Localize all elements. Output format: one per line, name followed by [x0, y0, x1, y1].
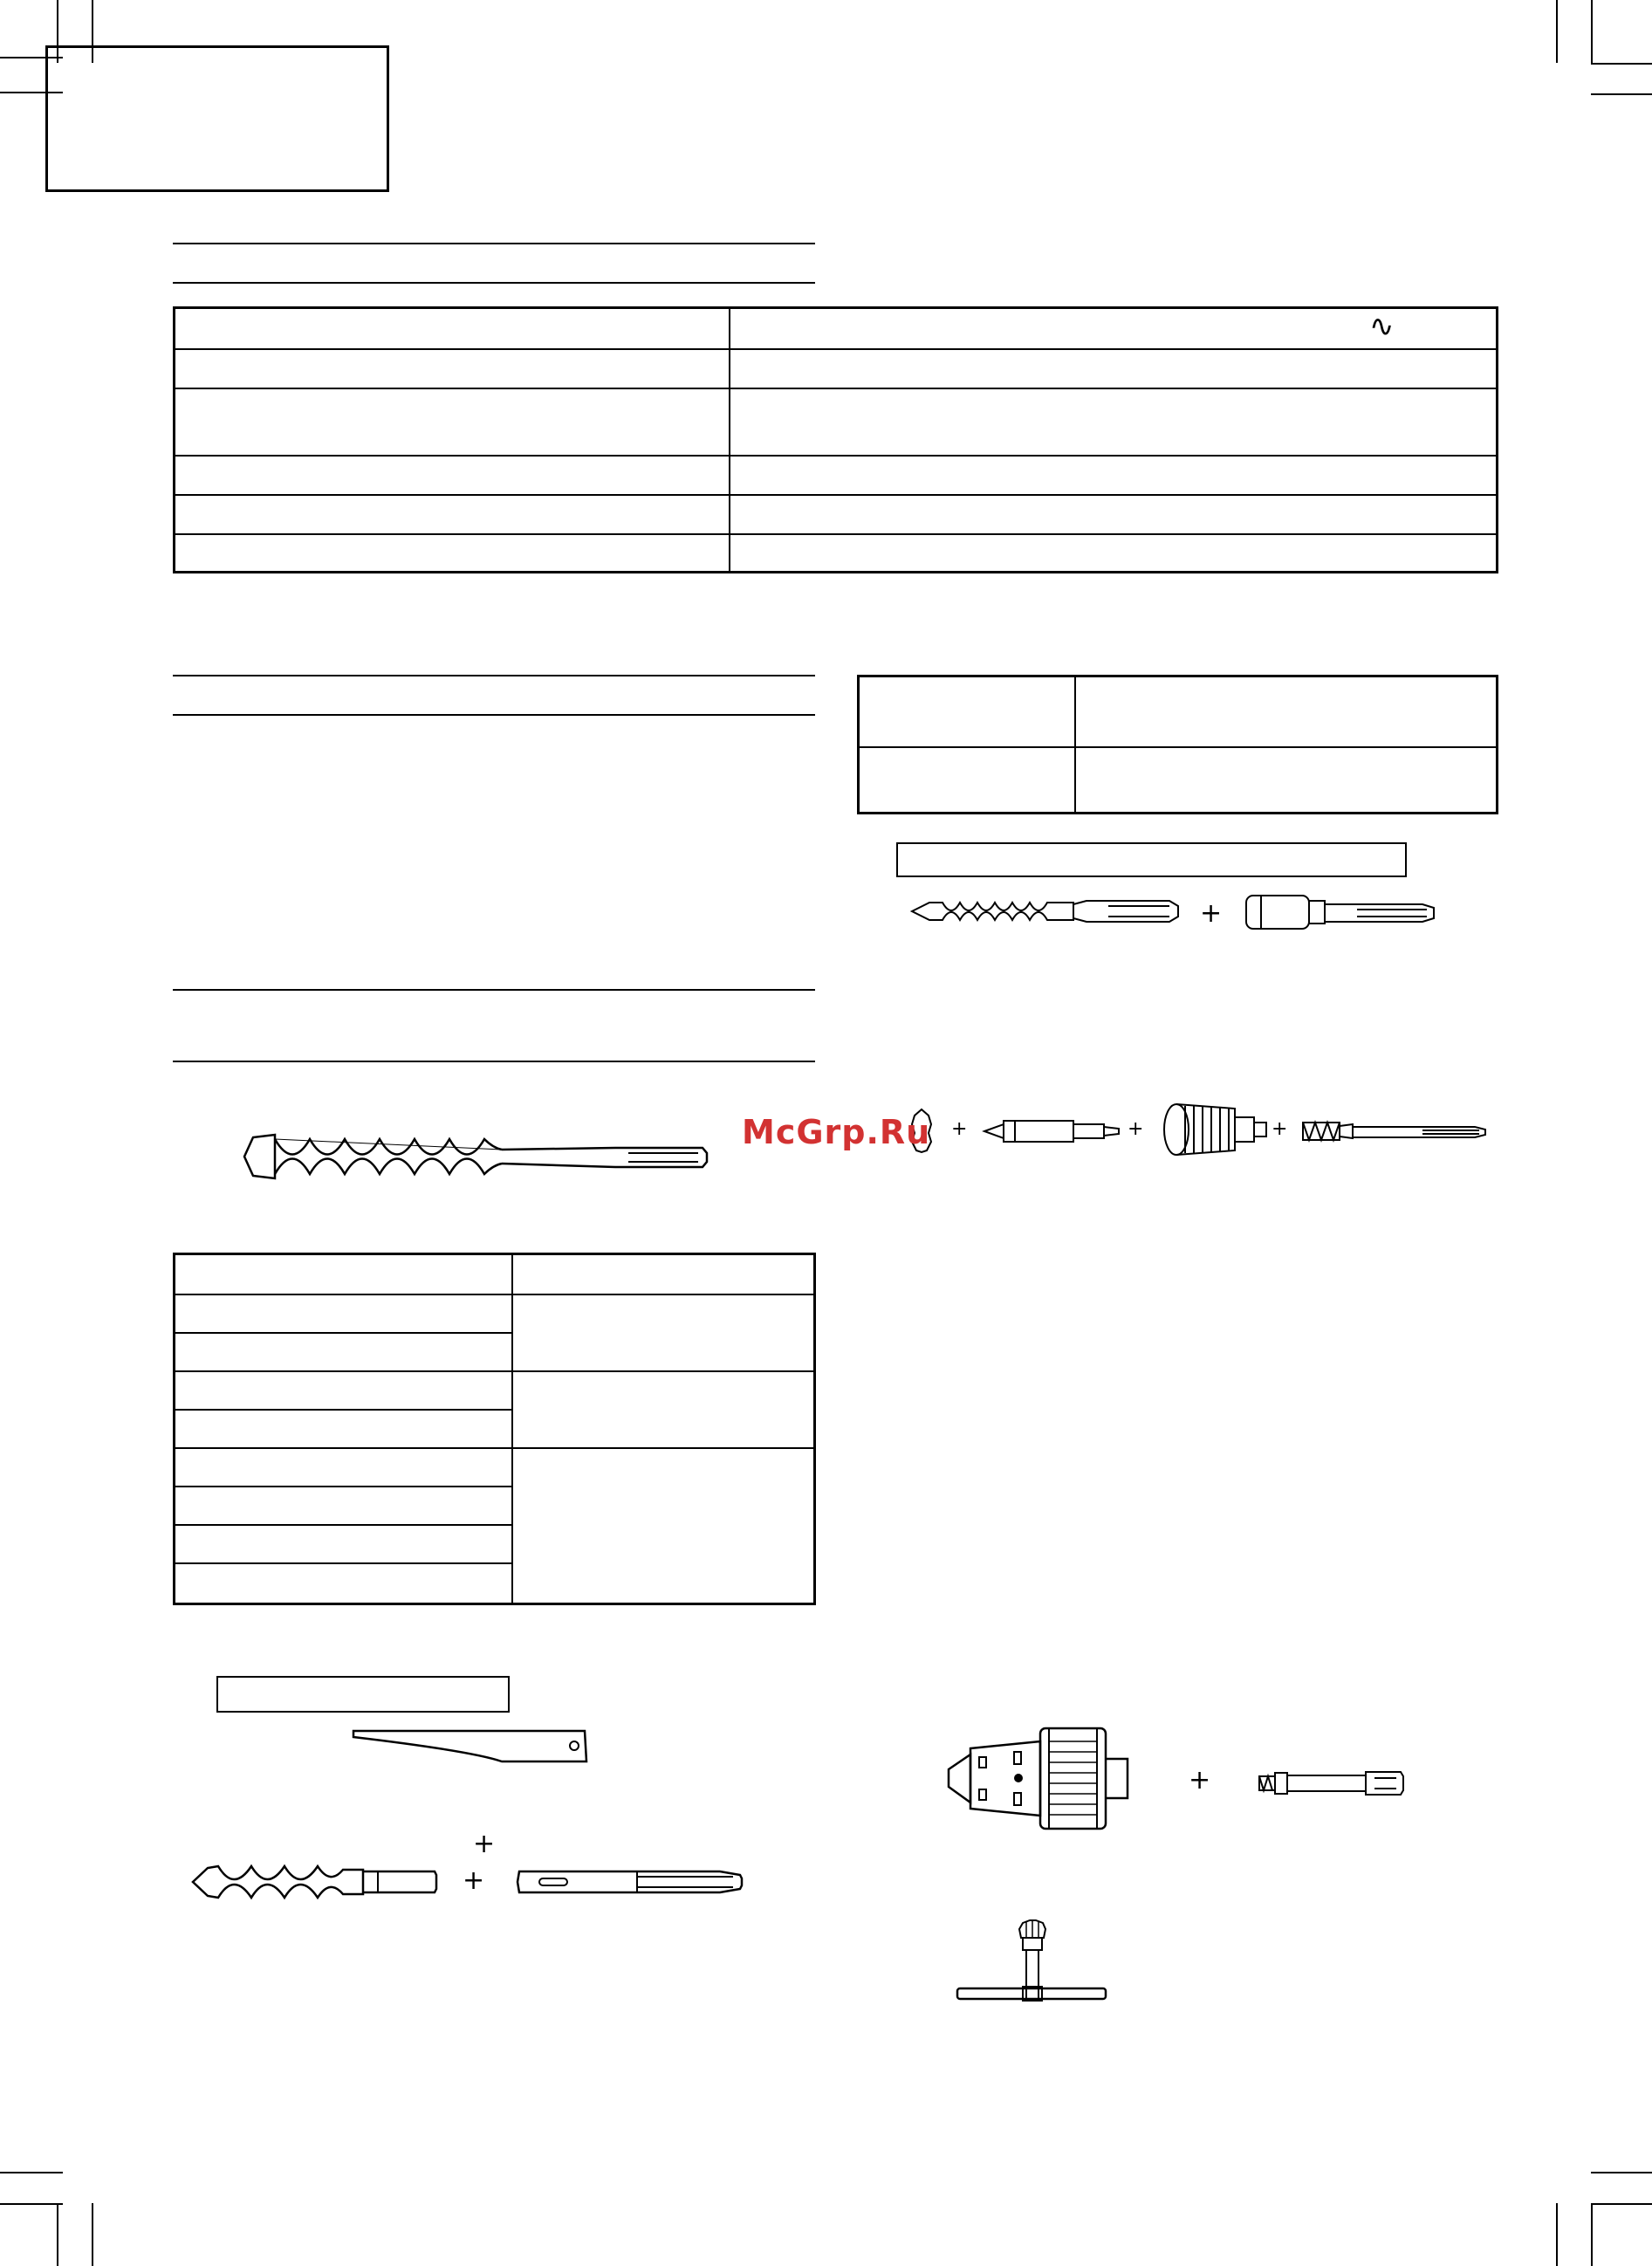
plus-sign: + [473, 1829, 496, 1859]
standard-accessories-rule-bottom [173, 714, 815, 716]
specifications-table [173, 306, 1498, 573]
ac-symbol: ∿ [1369, 309, 1395, 344]
crop-mark-top-right-h2 [1591, 93, 1652, 95]
cotter-figure [349, 1727, 593, 1766]
watermark: McGrp.Ru [742, 1113, 931, 1151]
crop-mark-bottom-right-h [1591, 2172, 1652, 2173]
specifications-row-line [175, 388, 1496, 389]
core-bit-table-row-line [175, 1447, 813, 1449]
plus-sign: + [463, 1865, 485, 1896]
chuck-wrench-figure [953, 1919, 1110, 2010]
core-bit-table-divider [511, 1255, 513, 1603]
application-table-row-line [860, 746, 1496, 748]
application-table-divider [1074, 677, 1076, 812]
specifications-heading-rule-top [173, 243, 815, 244]
specifications-row-line [175, 533, 1496, 535]
center-pin-figure [982, 1116, 1121, 1147]
crop-mark-bottom-right-v2 [1591, 2203, 1593, 2266]
drill-bit-caption-box [896, 842, 1407, 877]
crop-mark-top-right-v [1556, 0, 1558, 63]
plus-sign: + [1128, 1118, 1144, 1140]
drill-chuck-figure [944, 1724, 1136, 1833]
specifications-row-line [175, 348, 1496, 350]
standard-accessories-rule-top [173, 675, 815, 676]
core-bit-table-row-line [175, 1409, 511, 1411]
crop-mark-top-right-h [1591, 63, 1652, 65]
crop-mark-bottom-left-h2 [0, 2203, 63, 2205]
chuck-adapter-figure [1257, 1768, 1405, 1799]
crop-mark-bottom-left-h [0, 2172, 63, 2173]
language-tab-box [45, 45, 389, 192]
taper-adapter-figure [515, 1866, 746, 1898]
crop-mark-bottom-right-h2 [1591, 2203, 1652, 2205]
taper-shank-adapter-figure [1244, 889, 1437, 937]
core-bit-figure [1161, 1102, 1270, 1158]
plus-sign: + [1200, 898, 1223, 929]
core-bit-table-row-line [175, 1562, 511, 1564]
plus-sign: + [1272, 1118, 1288, 1140]
core-bit-table-row-line [175, 1294, 813, 1295]
application-table [857, 675, 1498, 814]
core-bit-table-row-line [175, 1370, 813, 1372]
specifications-row-line [175, 455, 1496, 457]
core-bit-table-row-line [175, 1524, 511, 1526]
specifications-row-line [175, 494, 1496, 496]
crop-mark-bottom-left-v [57, 2203, 58, 2266]
specifications-heading-rule-bottom [173, 282, 815, 284]
core-bit-shank-adapter-figure [1300, 1116, 1488, 1147]
optional-accessories-rule-top [173, 989, 815, 991]
plus-sign: + [951, 1118, 968, 1140]
core-bit-table [173, 1253, 816, 1605]
crop-mark-top-right-v2 [1591, 0, 1593, 63]
crop-mark-bottom-left-v2 [92, 2203, 93, 2266]
plus-sign: + [1189, 1765, 1211, 1796]
core-bit-table-row-line [175, 1486, 511, 1487]
optional-accessories-rule-bottom [173, 1061, 815, 1062]
cotter-caption-box [216, 1676, 510, 1713]
tapered-shank-drill-figure [190, 1859, 439, 1905]
drill-bit-figure [908, 892, 1182, 931]
core-bit-table-row-line [175, 1332, 511, 1334]
crop-mark-bottom-right-v [1556, 2203, 1558, 2266]
sds-plus-drill-bit-figure [240, 1130, 711, 1183]
